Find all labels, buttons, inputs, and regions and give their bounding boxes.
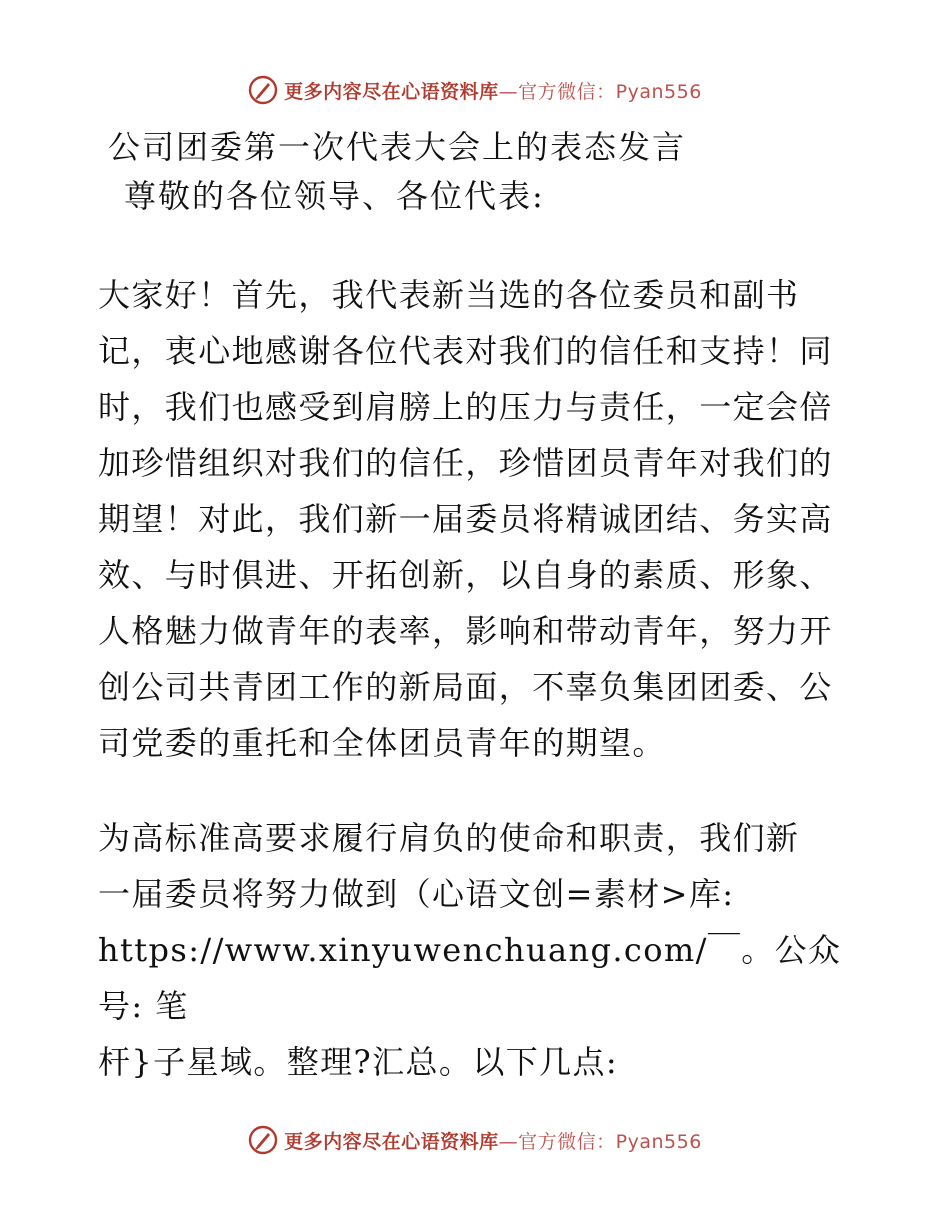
quill-logo-icon	[248, 1125, 278, 1155]
document-title: 公司团委第一次代表大会上的表态发言	[108, 128, 687, 166]
quill-logo-icon	[248, 75, 278, 105]
header-watermark-banner	[0, 72, 950, 108]
banner-wechat-text: 官方微信：Pyan556	[518, 1130, 702, 1153]
banner-dash: —	[498, 1130, 519, 1153]
banner-dash: —	[498, 80, 519, 103]
paragraph-1: 大家好！首先，我代表新当选的各位委员和副书 记，衷心地感谢各位代表对我们的信任和支持！同 时，我们也感受到肩膀上的压力与责任，一定会倍 加珍惜组织对我们的信任，珍惜团员青年对我们的 期望！对此，我们新一届委员将精诚团结、务实高 效、与时俱进、开拓创新，以自身的素质、形象、 人格魅力做青年的表率，影响和带动青年，努力开 创公司共青团工作的新局面，不辜负集团团委、公 司党委的重托和全体团员青年的期望。	[98, 276, 833, 762]
salutation: 尊敬的各位领导、各位代表:	[124, 177, 545, 215]
paragraph-2: 为高标准高要求履行肩负的使命和职责，我们新 一届委员将努力做到（心语文创=素材>库: https://www.xinyuwenchuang.com/￣。公众号: 笔 杆}子星域。整理?汇总。以下几点:	[98, 819, 842, 1081]
banner-text	[284, 1127, 702, 1154]
banner-wechat-text: 官方微信：Pyan556	[518, 80, 702, 103]
banner-main-text: 更多内容尽在心语资料库	[284, 80, 499, 103]
footer-watermark-banner	[0, 1122, 950, 1158]
banner-text	[284, 77, 702, 104]
banner-main-text: 更多内容尽在心语资料库	[284, 1130, 499, 1153]
